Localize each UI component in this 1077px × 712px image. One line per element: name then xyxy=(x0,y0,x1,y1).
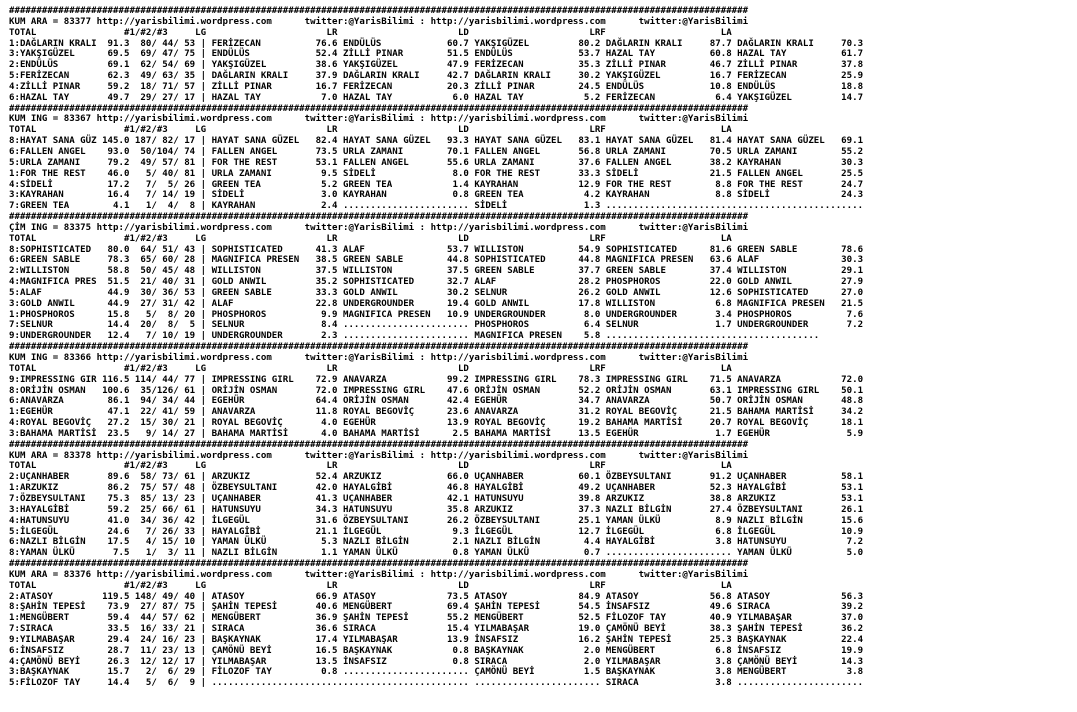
result-row: 7:GREEN TEA 4.1 1/ 4/ 8 | KAYRAHAN 2.4 ....................... SİDELİ 1.3 ............................................... xyxy=(9,201,864,212)
race-block-kum-ara-83378 xyxy=(9,440,863,559)
result-row: 6:İNSAFSIZ 28.7 11/ 23/ 13 | ÇAMÖNÜ BEYİ 16.5 BAŞKAYNAK 0.8 BAŞKAYNAK 2.0 MENGÜBERT 6.8 İNSAFSIZ 19.9 xyxy=(9,645,864,656)
result-row: 3:YAKŞIGÜZEL 69.5 69/ 47/ 75 | ENDÜLÜS 52.4 ZİLLİ PINAR 51.5 ENDÜLÜS 53.7 HAZAL TAY 60.8 HAZAL TAY 61.7 xyxy=(9,49,864,60)
result-row: 4:SİDELİ 17.2 7/ 5/ 26 | GREEN TEA 5.2 GREEN TEA 1.4 KAYRAHAN 12.9 FOR THE REST 8.8 FOR THE REST 24.7 xyxy=(9,179,864,190)
result-row: 4:ÇAMÖNÜ BEYİ 26.3 12/ 12/ 17 | YILMABAŞAR 13.5 İNSAFSIZ 0.8 SIRACA 2.0 YILMABAŞAR 3.8 ÇAMÖNÜ BEYİ 14.3 xyxy=(9,656,864,667)
result-row: 2:WILLISTON 58.8 50/ 45/ 48 | WILLISTON 37.5 WILLISTON 37.5 GREEN SABLE 37.7 GREEN SABLE 37.4 WILLISTON 29.1 xyxy=(9,266,864,277)
race-title: ÇİM ING = 83375 http://yarisbilimi.wordpress.com twitter:@YarisBilimi : http://yarisbilimi.wordpress.com twitter:@YarisBilimi xyxy=(9,222,749,233)
result-row: 7:ÖZBEYSULTANI 75.3 85/ 13/ 23 | UÇANHABER 41.3 UÇANHABER 42.1 HATUNSUYU 39.8 ARZUKIZ 38.8 ARZUKIZ 53.1 xyxy=(9,493,864,504)
race-title: KUM ING = 83366 http://yarisbilimi.wordpress.com twitter:@YarisBilimi : http://yarisbilimi.wordpress.com twitter:@YarisBilimi xyxy=(9,353,749,363)
result-row: 3:KAYRAHAN 16.4 7/ 14/ 19 | SİDELİ 3.0 KAYRAHAN 0.8 GREEN TEA 4.2 KAYRAHAN 8.8 SİDELİ 24.3 xyxy=(9,190,864,201)
separator-line: ####################################################################################################################################### xyxy=(9,559,749,570)
result-row: 1:FOR THE REST 46.0 5/ 40/ 81 | URLA ZAMANI 9.5 SİDELİ 8.0 FOR THE REST 33.3 SİDELİ 21.5 FALLEN ANGEL 25.5 xyxy=(9,168,864,179)
separator-line: ####################################################################################################################################### xyxy=(9,342,749,353)
result-row: 4:ROYAL BEGOVİÇ 27.2 15/ 30/ 21 | ROYAL BEGOVİÇ 4.0 EGEHÜR 13.9 ROYAL BEGOVİÇ 19.2 BAHAMA MARTİSİ 20.7 ROYAL BEGOVİÇ 18.1 xyxy=(9,418,864,429)
column-header: TOTAL #1/#2/#3 LG LR LD LRF LA xyxy=(9,233,732,244)
result-row: 9:UNDERGROUNDER 12.4 7/ 10/ 19 | UNDERGROUNDER 2.3 ....................... MAGNIFICA PRESEN 5.8 ....................................... xyxy=(9,331,820,342)
column-header: TOTAL #1/#2/#3 LG LR LD LRF LA xyxy=(9,363,732,374)
result-row: 2:ATASOY 119.5 148/ 49/ 40 | ATASOY 66.9 ATASOY 73.5 ATASOY 84.9 ATASOY 56.8 ATASOY 56.3 xyxy=(9,591,864,602)
result-row: 1:EGEHÜR 47.1 22/ 41/ 59 | ANAVARZA 11.8 ROYAL BEGOVİÇ 23.6 ANAVARZA 31.2 ROYAL BEGOVİÇ 21.5 BAHAMA MARTİSİ 34.2 xyxy=(9,407,864,418)
result-row: 4:HATUNSUYU 41.0 34/ 36/ 42 | İLGEGÜL 31.6 ÖZBEYSULTANI 26.2 ÖZBEYSULTANI 25.1 YAMAN ÜLKÜ 8.9 NAZLI BİLGİN 15.6 xyxy=(9,515,864,526)
result-row: 7:SELNUR 14.4 20/ 8/ 5 | SELNUR 8.4 ....................... PHOSPHOROS 6.4 SELNUR 1.7 UNDERGROUNDER 7.2 xyxy=(9,320,864,331)
race-title: KUM ARA = 83378 http://yarisbilimi.wordpress.com twitter:@YarisBilimi : http://yarisbilimi.wordpress.com twitter:@YarisBilimi xyxy=(9,450,749,461)
column-header: TOTAL #1/#2/#3 LG LR LD LRF LA xyxy=(9,461,732,472)
result-row: 5:URLA ZAMANI 79.2 49/ 57/ 81 | FOR THE REST 53.1 FALLEN ANGEL 55.6 URLA ZAMANI 37.6 FALLEN ANGEL 38.2 KAYRAHAN 30.3 xyxy=(9,157,864,168)
race-title: KUM ARA = 83377 http://yarisbilimi.wordpress.com twitter:@YarisBilimi : http://yarisbilimi.wordpress.com twitter:@YarisBilimi xyxy=(9,16,749,27)
result-row: 4:ZİLLİ PINAR 59.2 18/ 71/ 57 | ZİLLİ PINAR 16.7 FERİZECAN 20.3 ZİLLİ PINAR 24.5 ENDÜLÜS 10.8 ENDÜLÜS 18.8 xyxy=(9,81,864,92)
race-block-kum-ara-83376 xyxy=(9,559,863,689)
separator-line: ####################################################################################################################################### xyxy=(9,6,749,16)
result-row: 8:ŞAHİN TEPESİ 73.9 27/ 87/ 75 | ŞAHİN TEPESİ 40.6 MENGÜBERT 69.4 ŞAHİN TEPESİ 54.5 İNSAFSIZ 49.6 SIRACA 39.2 xyxy=(9,602,864,613)
result-row: 2:UÇANHABER 89.6 58/ 73/ 61 | ARZUKIZ 52.4 ARZUKIZ 66.0 UÇANHABER 60.1 ÖZBEYSULTANI 91.2 UÇANHABER 58.1 xyxy=(9,472,864,483)
result-row: 7:SIRACA 33.5 16/ 33/ 21 | SIRACA 36.6 SIRACA 15.4 YILMABAŞAR 19.0 ÇAMÖNÜ BEYİ 38.3 ŞAHİN TEPESİ 36.2 xyxy=(9,624,864,635)
result-row: 1:ARZUKIZ 86.2 75/ 57/ 48 | ÖZBEYSULTANI 42.0 HAYALGİBİ 46.8 HAYALGİBİ 49.2 UÇANHABER 52.3 HAYALGİBİ 53.1 xyxy=(9,483,864,494)
result-row: 5:FERİZECAN 62.3 49/ 63/ 35 | DAĞLARIN KRALI 37.9 DAĞLARIN KRALI 42.7 DAĞLARIN KRALI 30.2 YAKŞIGÜZEL 16.7 FERİZECAN 25.9 xyxy=(9,71,864,82)
race-block-cim-ing-83375 xyxy=(9,212,863,342)
result-row: 3:HAYALGİBİ 59.2 25/ 66/ 61 | HATUNSUYU 34.3 HATUNSUYU 35.8 ARZUKIZ 37.3 NAZLI BİLGİN 27.4 ÖZBEYSULTANI 26.1 xyxy=(9,504,864,515)
race-title: KUM ING = 83367 http://yarisbilimi.wordpress.com twitter:@YarisBilimi : http://yarisbilimi.wordpress.com twitter:@YarisBilimi xyxy=(9,114,749,125)
result-row: 5:FİLOZOF TAY 14.4 5/ 6/ 9 | ............................................... ....................... SIRACA 3.8 ....................... xyxy=(9,678,864,689)
result-row: 1:MENGÜBERT 59.4 44/ 57/ 62 | MENGÜBERT 36.9 ŞAHİN TEPESİ 55.2 MENGÜBERT 52.5 FİLOZOF TAY 40.9 YILMABAŞAR 37.0 xyxy=(9,613,864,624)
result-row: 2:ENDÜLÜS 69.1 62/ 54/ 69 | YAKŞIGÜZEL 38.6 YAKŞIGÜZEL 47.9 FERİZECAN 35.3 ZİLLİ PINAR 46.7 ZİLLİ PINAR 37.8 xyxy=(9,60,864,71)
race-block-kum-ara-83377 xyxy=(9,6,863,104)
race-title: KUM ARA = 83376 http://yarisbilimi.wordpress.com twitter:@YarisBilimi : http://yarisbilimi.wordpress.com twitter:@YarisBilimi xyxy=(9,569,749,580)
result-row: 9:YILMABAŞAR 29.4 24/ 16/ 23 | BAŞKAYNAK 17.4 YILMABAŞAR 13.9 İNSAFSIZ 16.2 ŞAHİN TEPESİ 25.3 BAŞKAYNAK 22.4 xyxy=(9,634,864,645)
result-row: 1:DAĞLARIN KRALI 91.3 80/ 44/ 53 | FERİZECAN 76.6 ENDÜLÜS 60.7 YAKŞIGÜZEL 80.2 DAĞLARIN KRALI 87.7 DAĞLARIN KRALI 70.3 xyxy=(9,38,864,49)
result-row: 5:İLGEGÜL 24.6 7/ 26/ 33 | HAYALGİBİ 21.1 İLGEGÜL 9.3 İLGEGÜL 12.7 İLGEGÜL 6.8 İLGEGÜL 10.9 xyxy=(9,526,864,537)
result-row: 3:GOLD ANWIL 44.9 27/ 31/ 42 | ALAF 22.8 UNDERGROUNDER 19.4 GOLD ANWIL 17.8 WILLISTON 6.8 MAGNIFICA PRESEN 21.5 xyxy=(9,298,864,309)
result-row: 3:BAHAMA MARTİSİ 23.5 9/ 14/ 27 | BAHAMA MARTİSİ 4.0 BAHAMA MARTİSİ 2.5 BAHAMA MARTİSİ 13.5 EGEHÜR 1.7 EGEHÜR 5.9 xyxy=(9,428,864,439)
column-header: TOTAL #1/#2/#3 LG LR LD LRF LA xyxy=(9,27,732,38)
result-row: 6:GREEN SABLE 78.3 65/ 60/ 28 | MAGNIFICA PRESEN 38.5 GREEN SABLE 44.8 SOPHISTICATED 44.8 MAGNIFICA PRESEN 63.6 ALAF 30.3 xyxy=(9,255,864,266)
column-header: TOTAL #1/#2/#3 LG LR LD LRF LA xyxy=(9,125,732,136)
separator-line: ####################################################################################################################################### xyxy=(9,103,749,114)
result-row: 8:YAMAN ÜLKÜ 7.5 1/ 3/ 11 | NAZLI BİLGİN 1.1 YAMAN ÜLKÜ 0.8 YAMAN ÜLKÜ 0.7 ....................... YAMAN ÜLKÜ 5.0 xyxy=(9,548,864,559)
result-row: 6:ANAVARZA 86.1 94/ 34/ 44 | EGEHÜR 64.4 ORİJİN OSMAN 42.4 EGEHÜR 34.7 ANAVARZA 50.7 ORİJİN OSMAN 48.8 xyxy=(9,396,864,407)
separator-line: ####################################################################################################################################### xyxy=(9,439,749,450)
result-row: 8:HAYAT SANA GÜZ 145.0 187/ 82/ 17 | HAYAT SANA GÜZEL 82.4 HAYAT SANA GÜZEL 93.3 HAYAT SANA GÜZEL 83.1 HAYAT SANA GÜZEL 81.4 HAYAT SANA GÜZEL 69.1 xyxy=(9,136,864,147)
result-row: 6:HAZAL TAY 49.7 29/ 27/ 17 | HAZAL TAY 7.0 HAZAL TAY 6.0 HAZAL TAY 5.2 FERİZECAN 6.4 YAKŞIGÜZEL 14.7 xyxy=(9,92,864,103)
result-row: 6:NAZLI BİLGİN 17.5 4/ 15/ 10 | YAMAN ÜLKÜ 5.3 NAZLI BİLGİN 2.1 NAZLI BİLGİN 4.4 HAYALGİBİ 3.8 HATUNSUYU 7.2 xyxy=(9,537,864,548)
result-row: 6:FALLEN ANGEL 93.0 50/104/ 74 | FALLEN ANGEL 73.5 URLA ZAMANI 70.1 FALLEN ANGEL 56.8 URLA ZAMANI 70.5 URLA ZAMANI 55.2 xyxy=(9,146,864,157)
column-header: TOTAL #1/#2/#3 LG LR LD LRF LA xyxy=(9,580,732,591)
result-row: 4:MAGNIFICA PRES 51.5 21/ 40/ 31 | GOLD ANWIL 35.2 SOPHISTICATED 32.7 ALAF 28.2 PHOSPHOROS 22.0 GOLD ANWIL 27.9 xyxy=(9,277,864,288)
separator-line: ####################################################################################################################################### xyxy=(9,212,749,223)
result-row: 1:PHOSPHOROS 15.8 5/ 8/ 20 | PHOSPHOROS 9.9 MAGNIFICA PRESEN 10.9 UNDERGROUNDER 8.0 UNDERGROUNDER 3.4 PHOSPHOROS 7.6 xyxy=(9,309,864,320)
result-row: 8:SOPHISTICATED 80.0 64/ 51/ 43 | SOPHISTICATED 41.3 ALAF 53.7 WILLISTON 54.9 SOPHISTICATED 81.6 GREEN SABLE 78.6 xyxy=(9,244,864,255)
result-row: 8:ORİJİN OSMAN 100.6 35/126/ 61 | ORİJİN OSMAN 72.0 IMPRESSING GIRL 47.6 ORİJİN OSMAN 52.2 ORİJİN OSMAN 63.1 IMPRESSING GIRL 50.1 xyxy=(9,385,864,396)
result-row: 5:ALAF 44.9 30/ 36/ 53 | GREEN SABLE 33.3 GOLD ANWIL 30.2 SELNUR 26.2 GOLD ANWIL 12.6 SOPHISTICATED 27.0 xyxy=(9,287,864,298)
race-block-kum-ing-83366 xyxy=(9,342,863,440)
race-block-kum-ing-83367 xyxy=(9,104,863,212)
result-row: 3:BAŞKAYNAK 15.7 2/ 6/ 29 | FİLOZOF TAY 0.8 ....................... ÇAMÖNÜ BEYİ 1.5 BAŞKAYNAK 3.8 MENGÜBERT 3.8 xyxy=(9,667,864,678)
result-row: 9:IMPRESSING GIR 116.5 114/ 44/ 77 | IMPRESSING GIRL 72.9 ANAVARZA 99.2 IMPRESSING GIRL 78.3 IMPRESSING GIRL 71.5 ANAVARZA 72.0 xyxy=(9,374,864,385)
race-analysis-report xyxy=(9,6,863,689)
